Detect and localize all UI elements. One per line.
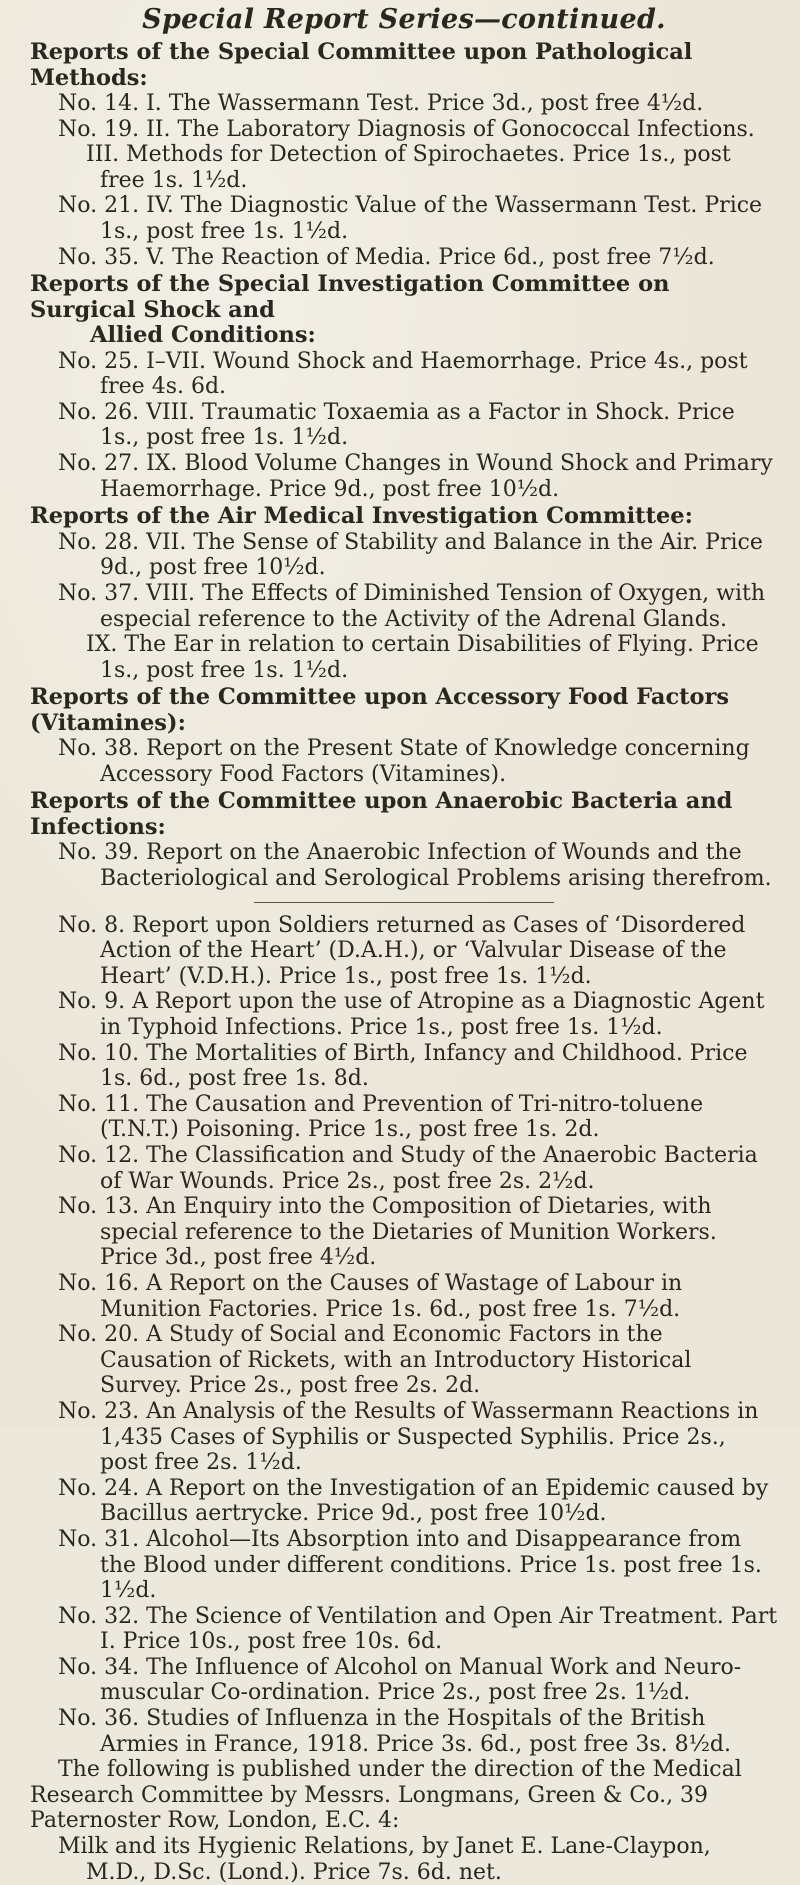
other-report-entry: No. 32. The Science of Ventilation and Open Air Treatment. Part I. Price 10s., post free 10s. 6d. bbox=[58, 1603, 778, 1655]
other-report-entry: No. 23. An Analysis of the Results of Wassermann Reactions in 1,435 Cases of Syphilis or Suspected Syphilis. Price 2s., post free 2s. 1½d. bbox=[58, 1398, 759, 1476]
other-report-entry: No. 10. The Mortalities of Birth, Infancy and Childhood. Price 1s. 6d., post free 1s. 8d. bbox=[58, 1040, 748, 1092]
report-entry: No. 14. I. The Wassermann Test. Price 3d., post free 4½d. bbox=[58, 91, 704, 116]
report-entry: No. 37. VIII. The Effects of Diminished Tension of Oxygen, with especial reference to the Activity of the Adrenal Glands. bbox=[58, 580, 766, 632]
other-report-entry: No. 16. A Report on the Causes of Wastage of Labour in Munition Factories. Price 1s. 6d., post free 1s. 7½d. bbox=[58, 1270, 683, 1322]
report-section bbox=[30, 789, 778, 891]
other-reports-list bbox=[30, 913, 778, 1758]
other-report-entry: No. 8. Report upon Soldiers returned as Cases of ‘Disordered Action of the Heart’ (D.A.H.), or ‘Valvular Disease of the Heart’ (V.D.H.). Price 1s., post free 1s. 1½d. bbox=[58, 912, 746, 989]
running-head bbox=[30, 4, 778, 36]
report-entry: No. 25. I–VII. Wound Shock and Haemorrhage. Price 4s., post free 4s. 6d. bbox=[58, 348, 748, 400]
section-heading-line: Allied Conditions: bbox=[90, 322, 316, 349]
section-heading bbox=[30, 685, 778, 736]
other-report-entry: No. 34. The Influence of Alcohol on Manual Work and Neuro-muscular Co-ordination. Price 2s., post free 2s. 1½d. bbox=[58, 1654, 742, 1706]
section-heading bbox=[30, 504, 778, 530]
other-report-entry: No. 36. Studies of Influenza in the Hospitals of the British Armies in France, 1918. Price 3s. 6d., post free 3s. 8½d. bbox=[58, 1706, 732, 1757]
section-heading-line: Reports of the Special Committee upon Pathological Methods: bbox=[30, 39, 693, 91]
section-heading-line: Reports of the Air Medical Investigation Committee: bbox=[30, 503, 693, 530]
report-entry: No. 38. Report on the Present State of Knowledge concerning Accessory Food Factors (Vitamines). bbox=[58, 736, 750, 787]
report-section bbox=[30, 685, 778, 787]
report-entry: III. Methods for Detection of Spirochaetes. Price 1s., post free 1s. 1½d. bbox=[86, 142, 731, 193]
running-head-title: Special Report Series bbox=[142, 4, 474, 35]
section-heading-line: Reports of the Committee upon Accessory Food Factors (Vitamines): bbox=[30, 684, 730, 736]
other-report-entry: No. 11. The Causation and Prevention of Tri-nitro-toluene (T.N.T.) Poisoning. Price 1s., post free 1s. 2d. bbox=[58, 1091, 704, 1143]
other-report-entry: No. 12. The Classification and Study of the Anaerobic Bacteria of War Wounds. Price 2s., post free 2s. 2½d. bbox=[58, 1143, 758, 1194]
section-heading bbox=[30, 40, 778, 91]
committee-report-sections bbox=[30, 40, 778, 892]
report-section bbox=[30, 504, 778, 683]
report-entry: No. 26. VIII. Traumatic Toxaemia as a Factor in Shock. Price 1s., post free 1s. 1½d. bbox=[58, 399, 735, 451]
report-entry: No. 35. V. The Reaction of Media. Price 6d., post free 7½d. bbox=[58, 244, 715, 270]
report-section bbox=[30, 40, 778, 270]
section-heading-line: Reports of the Committee upon Anaerobic Bacteria and Infections: bbox=[30, 788, 733, 840]
report-entry: No. 19. II. The Laboratory Diagnosis of Gonococcal Infections. bbox=[58, 116, 755, 142]
running-head-continued: —continued. bbox=[474, 4, 666, 35]
report-entry: No. 28. VII. The Sense of Stability and Balance in the Air. Price 9d., post free 10½d. bbox=[58, 529, 763, 581]
report-entry: No. 39. Report on the Anaerobic Infection of Wounds and the Bacteriological and Serological Problems arising therefrom. bbox=[58, 840, 772, 892]
other-report-entry: No. 20. A Study of Social and Economic Factors in the Causation of Rickets, with an Introductory Historical Survey. Price 2s., post free 2s. 2d. bbox=[58, 1322, 692, 1399]
closing-item: Milk and its Hygienic Relations, by Janet E. Lane-Claypon, M.D., D.Sc. (Lond.). Price 7s. 6d. net. bbox=[58, 1834, 711, 1885]
report-entry: No. 27. IX. Blood Volume Changes in Wound Shock and Primary Haemorrhage. Price 9d., post free 10½d. bbox=[58, 451, 773, 502]
section-heading-line: Reports of the Special Investigation Committee on Surgical Shock and bbox=[30, 271, 670, 323]
section-divider bbox=[254, 902, 554, 903]
report-section bbox=[30, 272, 778, 502]
section-heading bbox=[30, 272, 778, 349]
other-report-entry: No. 9. A Report upon the use of Atropine as a Diagnostic Agent in Typhoid Infections. Price 1s., post free 1s. 1½d. bbox=[58, 989, 765, 1041]
other-report-entry: No. 24. A Report on the Investigation of an Epidemic caused by Bacillus aertrycke. Price 9d., post free 10½d. bbox=[58, 1475, 769, 1527]
report-entry: No. 21. IV. The Diagnostic Value of the Wassermann Test. Price 1s., post free 1s. 1½d. bbox=[58, 193, 763, 244]
section-heading bbox=[30, 789, 778, 840]
other-report-entry: No. 31. Alcohol—Its Absorption into and Disappearance from the Blood under different conditions. Price 1s. post free 1s. 1½d. bbox=[58, 1526, 762, 1604]
report-entry: IX. The Ear in relation to certain Disabilities of Flying. Price 1s., post free 1s. 1½d. bbox=[86, 632, 759, 683]
other-report-entry: No. 13. An Enquiry into the Composition of Dietaries, with special reference to the Dietaries of Munition Workers. Price 3d., post free 4½d. bbox=[58, 1194, 717, 1271]
closing-paragraph: The following is published under the direction of the Medical Research Committee by Messrs. Longmans, Green & Co., 39 Paternoster Row, London, E.C. 4: bbox=[30, 1757, 742, 1834]
